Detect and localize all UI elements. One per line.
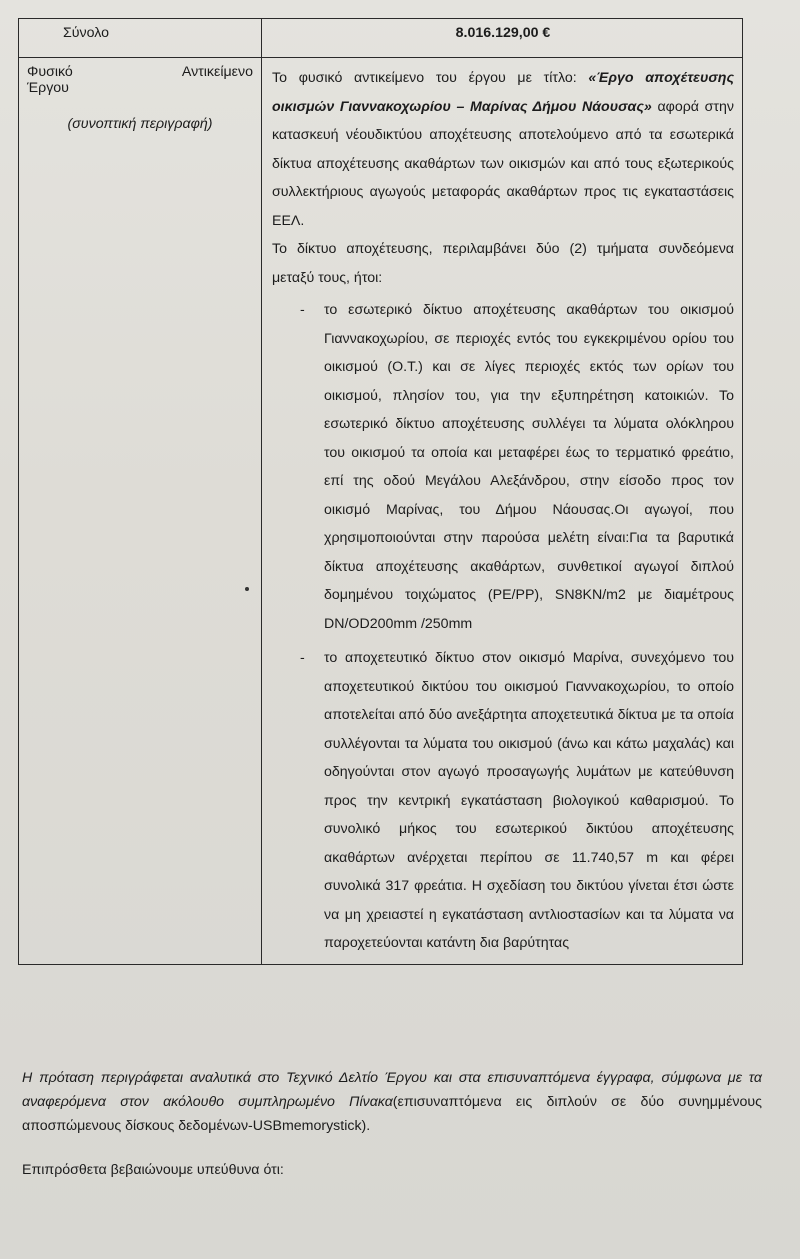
project-title: «Έργο αποχέτευσης οικισμών Γιαννακοχωρίου – Μαρίνας Δήμου Νάουσας»	[272, 70, 734, 115]
list-item	[272, 644, 734, 958]
network-list	[272, 296, 734, 958]
object-label-cell	[19, 58, 262, 965]
stray-mark	[245, 587, 249, 591]
item2-text: το αποχετευτικό δίκτυο στον οικισμό Μαρίνα, συνεχόμενο του αποχετευτικού δικτύου του οικισμού Γιαννακοχωρίου, το οποίο αποτελείται από δύο ανεξάρτητα αποχετευτικά δίκτυα με τα οποία συλλέγονται τα λύματα του οικισμού (άνω και κάτω μαχαλάς) και οδηγούνται στον αγωγό προσαγωγής λυμάτων με κατεύθυνση προς την κεντρική εγκατάσταση βιολογικού καθαρισμού. Το συνολικό μήκος του εσωτερικού δικτύου αποχέτευσης ακαθάρτων ανέρχεται περίπου σε 11.740,57 m και φέρει συνολικά 317 φρεάτια. Η σχεδίαση του δικτύου γίνεται έτσι ώστε να μη χρειαστεί η εγκατάσταση αντλιοστασίων και τα λύματα να παροχετεύονται κατάντη δια βαρύτητας	[324, 650, 734, 951]
after-para1-prefix: Η πρόταση περιγράφεται αναλυτικά στο Τεχνικό Δελτίο Έργου και στα επισυναπτόμενα έγγραφα, σύμφωνα με τα αναφερόμενα στον ακόλουθο συμπληρωμένο Πίνακα	[22, 1070, 762, 1110]
after-paragraph-1	[22, 1066, 762, 1138]
total-value: 8.016.129,00 €	[262, 19, 743, 58]
total-row	[19, 19, 743, 58]
network-intro: Το δίκτυο αποχέτευσης, περιλαμβάνει δύο (2) τμήματα συνδεόμενα μεταξύ τους, ήτοι:	[272, 241, 734, 286]
bullet: -	[300, 302, 305, 318]
after-paragraph-2: Επιπρόσθετα βεβαιώνουμε υπεύθυνα ότι:	[22, 1162, 284, 1178]
item1-text: το εσωτερικό δίκτυο αποχέτευσης ακαθάρτων του οικισμού Γιαννακοχωρίου, σε περιοχές εντός του εγκεκριμένου ορίου του οικισμού (Ο.Τ.) και σε λίγες περιοχές εκτός των ορίων του οικισμού, πλησίον του, για την εξυπηρέτηση κατοικιών. Το εσωτερικό δίκτυο αποχέτευσης συλλέγει τα λύματα ολόκληρου του οικισμού τα οποία και μεταφέρει έως το τερματικό φρεάτιο, επί της οδού Μεγάλου Αλεξάνδρου, στην είσοδο προς τον οικισμό Μαρίνας, του Δήμου Νάουσας.Οι αγωγοί, που χρησιμοποιούνται στην παρούσα μελέτη είναι:Για τα βαρυτικά δίκτυα αποχέτευσης ακαθάρτων, συνθετικοί αγωγοί διπλού δομημένου τοιχώματος (PE/PP), SN8KN/m2 με διαμέτρους DN/OD200mm /250mm	[324, 302, 734, 632]
object-row	[19, 58, 743, 965]
object-label-word1: Φυσικό	[27, 64, 73, 80]
after-para1-suffix: (επισυναπτόμενα εις διπλούν σε δύο συνημμένους αποσπώμενους δίσκους δεδομένων-USBmemorystick).	[22, 1094, 762, 1134]
object-label-word3: Έργου	[27, 80, 69, 96]
intro-suffix: αφορά στην κατασκευή νέουδικτύου αποχέτευσης αποτελούμενο από τα εσωτερικά δίκτυα αποχέτευσης ακαθάρτων των οικισμών και από τους εξωτερικούς συλλεκτήριους αγωγούς μεταφοράς ακαθάρτων προς τις εγκαταστάσεις ΕΕΛ.	[272, 98, 735, 229]
object-label-word2: Αντικείμενο	[181, 64, 253, 80]
bullet: -	[300, 650, 305, 666]
object-description-cell	[262, 58, 743, 965]
list-item	[272, 296, 734, 638]
intro-prefix: Το φυσικό αντικείμενο του έργου με τίτλο:	[272, 70, 589, 86]
intro-paragraph	[272, 64, 734, 235]
total-label: Σύνολο	[19, 19, 262, 58]
project-table	[18, 18, 743, 965]
object-sublabel: (συνοπτική περιγραφή)	[67, 116, 213, 132]
